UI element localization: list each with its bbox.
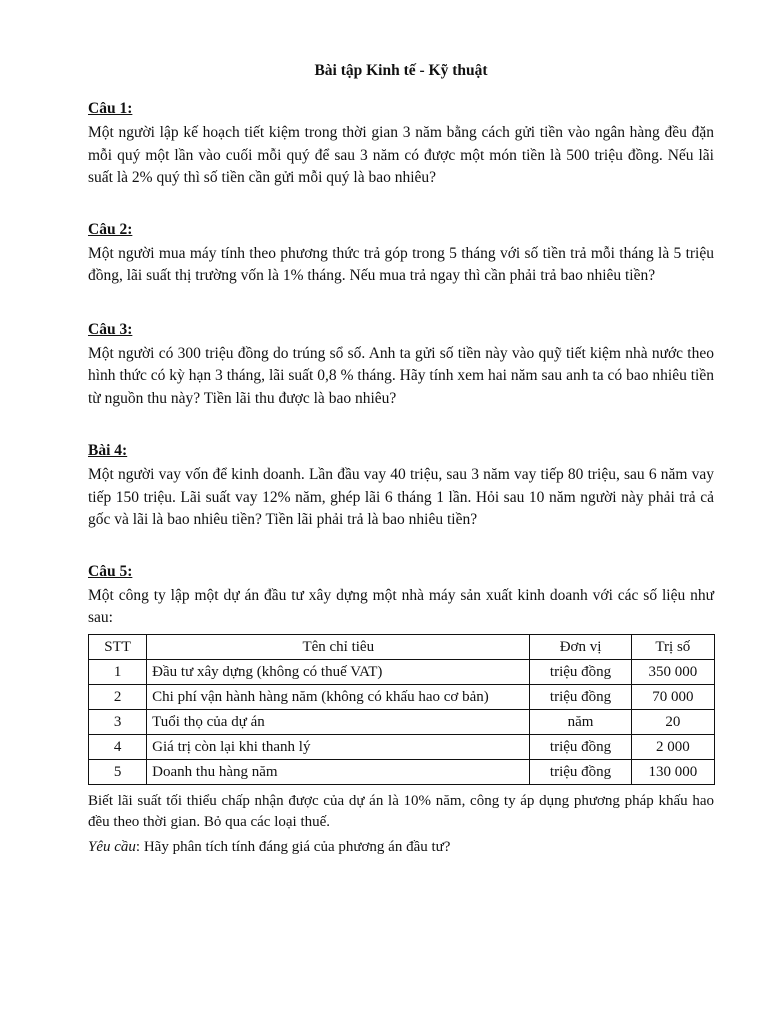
question-text: Một người mua máy tính theo phương thức trả góp trong 5 tháng với số tiền trả mỗi tháng là 5 triệu đồng, lãi suất thị trường vốn là 1% tháng. Nếu mua trả ngay thì cần phải trả bao nhiêu tiền? [88,244,714,284]
header-name: Tên chỉ tiêu [147,634,530,659]
cell-value: 70 000 [631,684,714,709]
table-header-row [89,634,715,659]
cell-value: 20 [631,709,714,734]
question-2 [88,221,714,288]
cell-name: Đầu tư xây dựng (không có thuế VAT) [147,659,530,684]
question-text: Một người lập kế hoạch tiết kiệm trong thời gian 3 năm bằng cách gửi tiền vào ngân hàng đều đặn mỗi quý một lần vào cuối mỗi quý để sau 3 năm có được một món tiền là 500 triệu đồng. Nếu lãi suất là 2% quý thì số tiền cần gửi mỗi quý là bao nhiêu? [88,124,714,186]
cell-unit: triệu đồng [530,734,631,759]
question-heading: Câu 1: [88,100,133,117]
cell-value: 130 000 [631,759,714,784]
cell-unit: triệu đồng [530,684,631,709]
cell-unit: năm [530,709,631,734]
table-row [89,659,715,684]
cell-stt: 1 [89,659,147,684]
table-row [89,684,715,709]
document-title: Bài tập Kinh tế - Kỹ thuật [314,62,488,79]
question-heading: Câu 2: [88,220,133,238]
requirement-text: : Hãy phân tích tính đáng giá của phương án đầu tư? [135,838,451,855]
question-heading: Bài 4: [88,442,128,459]
cell-unit: triệu đồng [530,759,631,784]
cell-stt: 3 [89,709,147,734]
header-unit: Đơn vị [530,634,631,659]
question-1 [88,100,714,190]
cell-stt: 4 [89,734,147,759]
question-heading: Câu 5: [88,562,133,580]
question-text: Một người có 300 triệu đồng do trúng sổ số. Anh ta gửi số tiền này vào quỹ tiết kiệm nhà nước theo hình thức có kỳ hạn 3 tháng, lãi suất 0,8 % tháng. Hãy tính xem hai năm sau anh ta có bao nhiêu tiền từ nguồn thu này? Tiền lãi thu được là bao nhiêu? [88,344,714,407]
cell-name: Chi phí vận hành hàng năm (không có khấu hao cơ bản) [147,684,530,709]
question-heading: Câu 3: [88,320,133,338]
cell-unit: triệu đồng [530,659,631,684]
document-page [88,62,714,858]
requirement [88,837,714,858]
cell-name: Giá trị còn lại khi thanh lý [147,734,530,759]
table-row [89,709,715,734]
question-3 [88,321,714,411]
cell-stt: 2 [89,684,147,709]
table-row [89,759,715,784]
cell-value: 350 000 [631,659,714,684]
cell-name: Tuổi thọ của dự án [147,709,530,734]
table-row [89,734,715,759]
question-5 [88,563,714,630]
question-4 [88,442,714,532]
requirement-label: Yêu cầu [88,838,136,855]
cell-stt: 5 [89,759,147,784]
header-stt: STT [89,634,147,659]
project-data-table [88,634,715,785]
header-value: Trị số [631,634,714,659]
cell-value: 2 000 [631,734,714,759]
cell-name: Doanh thu hàng năm [147,759,530,784]
question-text: Một người vay vốn để kinh doanh. Lần đầu vay 40 triệu, sau 3 năm vay tiếp 80 triệu, sau 6 năm vay tiếp 150 triệu. Lãi suất vay 12% năm, ghép lãi 6 tháng 1 lần. Hỏi sau 10 năm người này phải trả cả gốc và lãi là bao nhiêu tiền? Tiền lãi phải trả là bao nhiêu tiền? [88,466,714,528]
question-text: Một công ty lập một dự án đầu tư xây dựng một nhà máy sản xuất kinh doanh với các số liệu như sau: [88,586,714,626]
assumption-note: Biết lãi suất tối thiểu chấp nhận được của dự án là 10% năm, công ty áp dụng phương pháp khấu hao đều theo thời gian. Bỏ qua các loại thuế. [88,792,714,830]
